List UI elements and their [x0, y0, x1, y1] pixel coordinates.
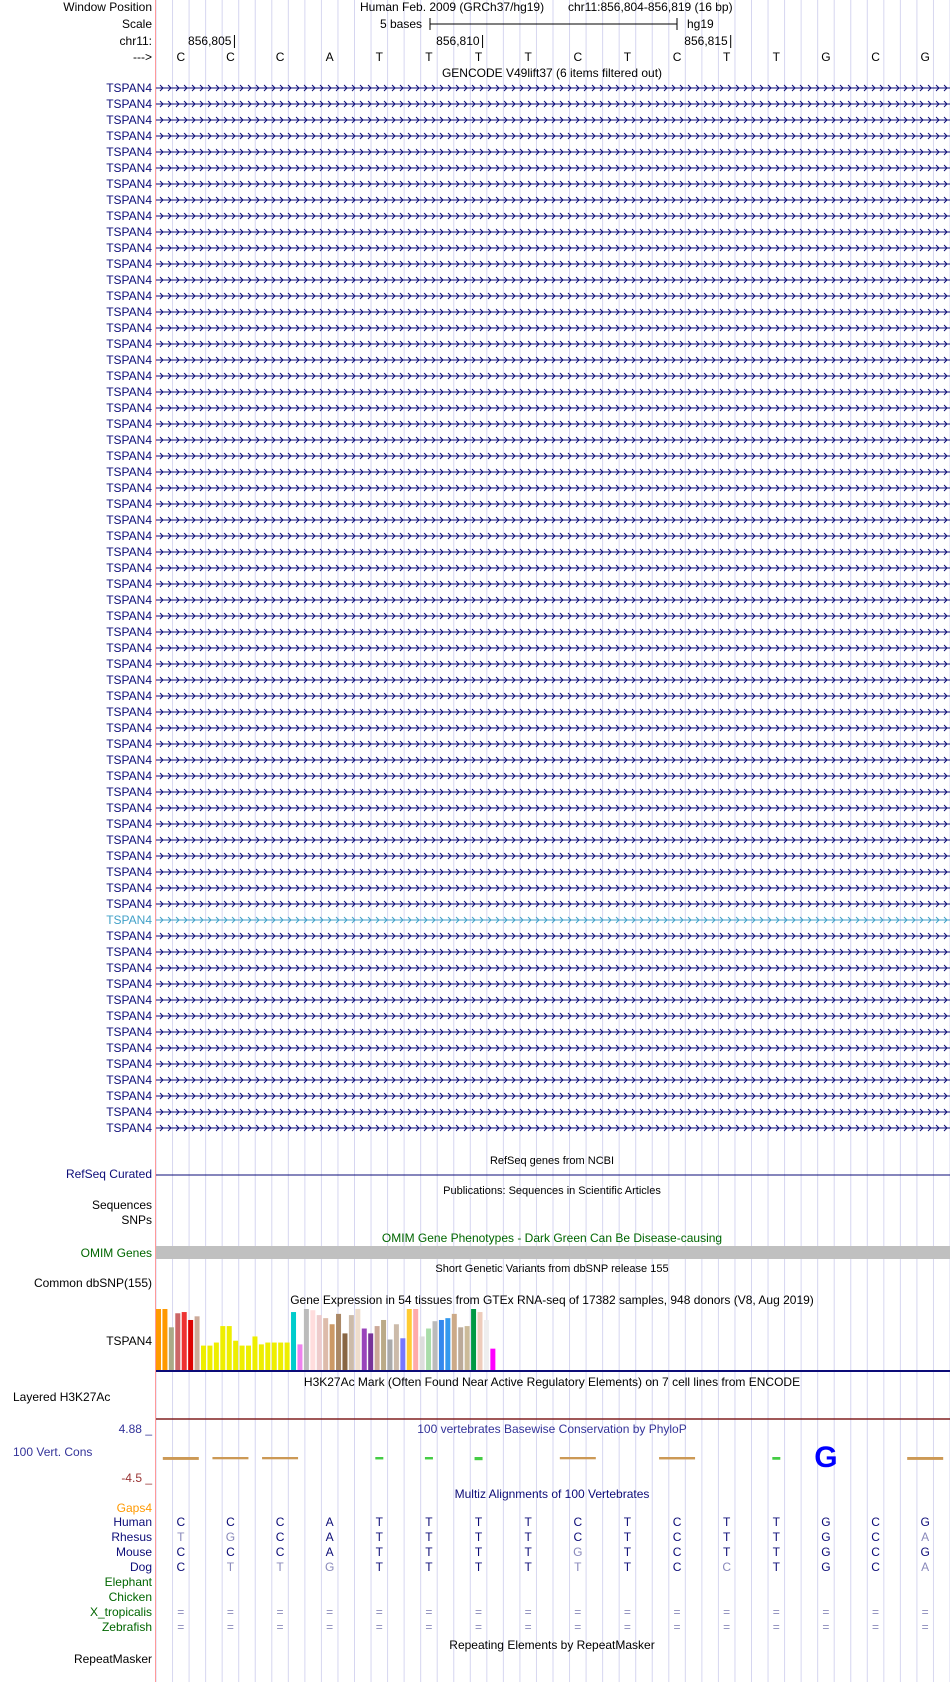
gencode-transcript-label: TSPAN4 [106, 1089, 152, 1103]
base-letter: T [723, 50, 731, 64]
gencode-transcript-label: TSPAN4 [106, 449, 152, 463]
gencode-transcript-label: TSPAN4 [106, 145, 152, 159]
base-letter: T [524, 50, 532, 64]
multiz-aligned-base: = [574, 1605, 582, 1619]
multiz-aligned-base: = [375, 1605, 383, 1619]
gencode-transcript-label: TSPAN4 [106, 193, 152, 207]
multiz-aligned-base: T [772, 1530, 780, 1544]
gtex-tissue-bar [407, 1309, 412, 1370]
multiz-aligned-base: = [872, 1620, 880, 1634]
repeatmasker-track-title: Repeating Elements by RepeatMasker [449, 1638, 655, 1652]
multiz-aligned-base: T [623, 1530, 632, 1544]
h3k27ac-track-title: H3K27Ac Mark (Often Found Near Active Regulatory Elements) on 7 cell lines from ENCODE [303, 1375, 801, 1389]
multiz-aligned-base: G [821, 1515, 831, 1529]
gencode-transcript-label: TSPAN4 [106, 593, 152, 607]
refseq-label[interactable]: RefSeq Curated [65, 1167, 152, 1181]
gtex-tissue-bar [201, 1346, 206, 1370]
phylop-label[interactable]: 100 Vert. Cons [13, 1445, 93, 1459]
multiz-aligned-base: T [226, 1560, 235, 1574]
multiz-aligned-base: C [672, 1545, 682, 1559]
multiz-aligned-base: = [524, 1605, 532, 1619]
gencode-transcript-label: TSPAN4 [106, 737, 152, 751]
multiz-aligned-base: = [177, 1620, 185, 1634]
base-letter: C [176, 50, 186, 64]
gtex-tissue-bar [336, 1314, 341, 1370]
multiz-aligned-base: T [772, 1545, 780, 1559]
gtex-tissue-bar [465, 1326, 470, 1370]
gtex-tissue-bar [156, 1309, 161, 1370]
multiz-species-label: Mouse [115, 1545, 152, 1559]
gtex-tissue-bar [490, 1349, 495, 1370]
gtex-tissue-bar [291, 1312, 296, 1370]
gencode-transcript-label: TSPAN4 [106, 161, 152, 175]
multiz-aligned-base: C [672, 1515, 682, 1529]
gencode-transcript-label: TSPAN4 [106, 209, 152, 223]
gencode-transcript-label: TSPAN4 [106, 1057, 152, 1071]
gencode-transcript-label: TSPAN4 [106, 433, 152, 447]
gencode-transcript-label: TSPAN4 [106, 481, 152, 495]
multiz-species-label: Dog [129, 1560, 152, 1574]
multiz-aligned-base: T [474, 1545, 483, 1559]
omim-label[interactable]: OMIM Genes [80, 1246, 152, 1260]
multiz-aligned-base: T [524, 1515, 532, 1529]
gtex-tissue-bar [195, 1316, 200, 1370]
multiz-aligned-base: C [275, 1530, 285, 1544]
gencode-transcript-label: TSPAN4 [106, 289, 152, 303]
multiz-aligned-base: T [425, 1515, 433, 1529]
multiz-aligned-base: = [326, 1605, 334, 1619]
multiz-aligned-base: T [723, 1515, 731, 1529]
gencode-transcript-label: TSPAN4 [106, 561, 152, 575]
multiz-aligned-base: T [723, 1545, 731, 1559]
multiz-aligned-base: = [723, 1605, 731, 1619]
gencode-transcript-label: TSPAN4 [106, 705, 152, 719]
gtex-tissue-bar [413, 1309, 418, 1370]
gtex-tissue-bar [272, 1343, 277, 1370]
multiz-aligned-base: T [375, 1530, 383, 1544]
coordinate-label: 856,805 [188, 34, 232, 48]
multiz-aligned-base: G [821, 1530, 831, 1544]
gencode-transcript-label: TSPAN4 [106, 897, 152, 911]
gtex-tissue-bar [387, 1340, 392, 1371]
gtex-tissue-bar [317, 1315, 322, 1370]
gencode-transcript-label: TSPAN4 [106, 529, 152, 543]
gencode-transcript-label: TSPAN4 [106, 657, 152, 671]
gencode-transcript-label: TSPAN4 [106, 513, 152, 527]
gencode-transcript-label: TSPAN4 [106, 545, 152, 559]
multiz-aligned-base: T [375, 1560, 383, 1574]
multiz-aligned-base: T [623, 1515, 632, 1529]
phylop-min-label: -4.5 _ [121, 1471, 152, 1485]
multiz-aligned-base: G [225, 1530, 236, 1544]
gtex-tissue-bar [207, 1346, 212, 1370]
multiz-aligned-base: = [921, 1605, 929, 1619]
multiz-aligned-base: C [275, 1545, 285, 1559]
gtex-tissue-bar [310, 1310, 315, 1370]
multiz-aligned-base: T [474, 1560, 483, 1574]
gtex-tissue-bar [246, 1346, 251, 1370]
gtex-tissue-bar [240, 1346, 245, 1370]
gencode-transcript-label: TSPAN4 [106, 1073, 152, 1087]
multiz-aligned-base: = [921, 1620, 929, 1634]
gencode-transcript-label: TSPAN4 [106, 417, 152, 431]
gtex-tissue-bar [394, 1324, 399, 1370]
multiz-aligned-base: T [524, 1530, 532, 1544]
gencode-transcript-label: TSPAN4 [106, 625, 152, 639]
multiz-aligned-base: G [573, 1545, 583, 1559]
multiz-aligned-base: = [772, 1605, 780, 1619]
gtex-tissue-bar [285, 1343, 290, 1370]
gencode-transcript-label: TSPAN4 [106, 113, 152, 127]
gtex-tissue-bar [381, 1320, 386, 1370]
multiz-aligned-base: A [325, 1545, 334, 1559]
multiz-aligned-base: C [871, 1515, 880, 1529]
phylop-score-mark [425, 1457, 433, 1459]
gtex-tissue-bar [175, 1313, 180, 1370]
multiz-aligned-base: A [325, 1530, 334, 1544]
phylop-score-mark [375, 1457, 383, 1459]
gencode-transcript-label: TSPAN4 [106, 689, 152, 703]
multiz-aligned-base: C [871, 1545, 880, 1559]
phylop-score-mark [475, 1457, 483, 1460]
multiz-aligned-base: T [425, 1530, 433, 1544]
multiz-aligned-base: = [425, 1620, 433, 1634]
gtex-tissue-bar [420, 1336, 425, 1370]
repeatmasker-label[interactable]: RepeatMasker [73, 1652, 152, 1666]
multiz-aligned-base: T [474, 1515, 483, 1529]
phylop-score-mark [262, 1457, 298, 1459]
gtex-tissue-bar [252, 1336, 257, 1370]
multiz-aligned-base: = [276, 1620, 284, 1634]
multiz-aligned-base: T [375, 1515, 383, 1529]
gencode-transcript-label: TSPAN4 [106, 1105, 152, 1119]
multiz-aligned-base: A [921, 1560, 930, 1574]
gtex-tissue-bar [439, 1320, 444, 1370]
multiz-aligned-base: T [574, 1560, 582, 1574]
multiz-aligned-base: C [176, 1560, 186, 1574]
multiz-aligned-base: G [325, 1560, 335, 1574]
gtex-tissue-bar [330, 1324, 335, 1370]
gtex-tissue-bar [471, 1309, 476, 1370]
gtex-label[interactable]: TSPAN4 [106, 1334, 152, 1348]
gtex-tissue-bar [304, 1309, 309, 1370]
coordinate-label: 856,815 [684, 34, 728, 48]
gtex-tissue-bar [342, 1333, 347, 1370]
gencode-transcript-label: TSPAN4 [106, 1041, 152, 1055]
multiz-aligned-base: C [573, 1515, 583, 1529]
multiz-aligned-base: = [475, 1605, 483, 1619]
refseq-track-title: RefSeq genes from NCBI [489, 1155, 615, 1167]
multiz-aligned-base: = [623, 1620, 631, 1634]
gencode-transcript-label: TSPAN4 [106, 273, 152, 287]
gencode-transcript-label: TSPAN4 [106, 337, 152, 351]
gencode-transcript-label: TSPAN4 [106, 385, 152, 399]
publications-track-title: Publications: Sequences in Scientific Articles [443, 1185, 661, 1197]
multiz-aligned-base: T [524, 1560, 532, 1574]
multiz-aligned-base: = [822, 1620, 830, 1634]
multiz-aligned-base: = [524, 1620, 532, 1634]
multiz-aligned-base: = [326, 1620, 334, 1634]
gencode-transcript-label: TSPAN4 [106, 177, 152, 191]
base-letter: C [672, 50, 682, 64]
multiz-aligned-base: C [226, 1515, 235, 1529]
gtex-tissue-bar [297, 1344, 302, 1370]
multiz-aligned-base: C [275, 1515, 285, 1529]
gencode-transcript-label: TSPAN4 [106, 225, 152, 239]
multiz-aligned-base: C [871, 1560, 880, 1574]
gtex-tissue-bar [400, 1338, 405, 1370]
gencode-transcript-label: TSPAN4 [106, 577, 152, 591]
gencode-transcript-label: TSPAN4 [106, 401, 152, 415]
base-letter: T [772, 50, 780, 64]
gencode-transcript-label: TSPAN4 [106, 497, 152, 511]
gtex-tissue-bar [458, 1327, 463, 1370]
gtex-tissue-bar [214, 1343, 219, 1370]
gencode-transcript-label: TSPAN4 [106, 609, 152, 623]
gencode-transcript-label: TSPAN4 [106, 305, 152, 319]
multiz-aligned-base: T [723, 1530, 731, 1544]
gencode-transcript-label: TSPAN4 [106, 641, 152, 655]
assembly-title: Human Feb. 2009 (GRCh37/hg19) [360, 0, 545, 14]
multiz-aligned-base: = [772, 1620, 780, 1634]
multiz-aligned-base: C [722, 1560, 732, 1574]
gtex-tissue-bar [182, 1312, 187, 1370]
gtex-tissue-bar [259, 1344, 264, 1370]
gtex-tissue-bar [368, 1333, 373, 1370]
multiz-aligned-base: G [920, 1515, 930, 1529]
multiz-track-title: Multiz Alignments of 100 Vertebrates [454, 1487, 650, 1501]
multiz-aligned-base: = [226, 1620, 234, 1634]
phylop-score-mark [212, 1457, 248, 1459]
gencode-transcript-label: TSPAN4 [106, 241, 152, 255]
phylop-track-title: 100 vertebrates Basewise Conservation by PhyloP [417, 1422, 687, 1436]
multiz-aligned-base: = [177, 1605, 185, 1619]
multiz-aligned-base: = [375, 1620, 383, 1634]
gencode-transcript-label: TSPAN4 [106, 1025, 152, 1039]
multiz-aligned-base: = [623, 1605, 631, 1619]
multiz-species-label: X_tropicalis [89, 1605, 152, 1619]
gencode-track-title: GENCODE V49lift37 (6 items filtered out) [441, 66, 663, 80]
multiz-aligned-base: T [623, 1545, 632, 1559]
gencode-transcript-label: TSPAN4 [106, 913, 152, 927]
multiz-species-label: Human [113, 1515, 152, 1529]
multiz-aligned-base: = [673, 1620, 681, 1634]
gtex-track-title: Gene Expression in 54 tissues from GTEx RNA-seq of 17382 samples, 948 donors (V8, Aug 2019) [290, 1293, 814, 1307]
base-letter: C [226, 50, 235, 64]
base-letter: C [275, 50, 285, 64]
gencode-transcript-label: TSPAN4 [106, 881, 152, 895]
gtex-tissue-bar [162, 1309, 167, 1370]
phylop-score-mark [560, 1457, 596, 1459]
base-letter: T [474, 50, 483, 64]
scale-text: 5 bases [380, 17, 423, 31]
multiz-aligned-base: G [821, 1560, 831, 1574]
multiz-aligned-base: T [524, 1545, 532, 1559]
multiz-aligned-base: T [177, 1530, 185, 1544]
phylop-score-mark [659, 1457, 695, 1459]
base-letter: A [325, 50, 334, 64]
multiz-aligned-base: T [772, 1560, 780, 1574]
gtex-tissue-bar [452, 1314, 457, 1370]
publications-snps-label[interactable]: SNPs [121, 1213, 152, 1227]
multiz-aligned-base: C [672, 1560, 682, 1574]
gencode-transcript-label: TSPAN4 [106, 1121, 152, 1135]
gtex-tissue-bar [375, 1326, 380, 1370]
gtex-tissue-bar [227, 1326, 232, 1370]
gencode-transcript-label: TSPAN4 [106, 929, 152, 943]
multiz-aligned-base: = [723, 1620, 731, 1634]
multiz-aligned-base: = [673, 1605, 681, 1619]
multiz-aligned-base: T [623, 1560, 632, 1574]
base-letter: G [920, 50, 930, 64]
multiz-aligned-base: G [920, 1545, 930, 1559]
multiz-species-label: Rhesus [111, 1530, 152, 1544]
window-position-label: Window Position [63, 0, 152, 14]
multiz-aligned-base: = [872, 1605, 880, 1619]
publications-sequences-label[interactable]: Sequences [91, 1198, 152, 1212]
multiz-aligned-base: = [822, 1605, 830, 1619]
multiz-aligned-base: T [425, 1560, 433, 1574]
multiz-aligned-base: T [772, 1515, 780, 1529]
gtex-tissue-bar [265, 1343, 270, 1370]
gencode-transcript-label: TSPAN4 [106, 945, 152, 959]
gtex-tissue-bar [220, 1326, 225, 1370]
multiz-aligned-base: = [475, 1620, 483, 1634]
multiz-aligned-base: C [871, 1530, 880, 1544]
gencode-transcript-label: TSPAN4 [106, 369, 152, 383]
multiz-aligned-base: G [821, 1545, 831, 1559]
gtex-tissue-bar [169, 1327, 174, 1370]
phylop-max-label: 4.88 _ [118, 1422, 152, 1436]
gencode-transcript-label: TSPAN4 [106, 1009, 152, 1023]
multiz-aligned-base: = [276, 1605, 284, 1619]
gtex-tissue-bar [362, 1329, 367, 1370]
base-letter: T [623, 50, 632, 64]
phylop-score-mark [163, 1457, 199, 1460]
gtex-tissue-bar [484, 1320, 489, 1370]
multiz-aligned-base: C [573, 1530, 583, 1544]
coordinate-label: 856,810 [436, 34, 480, 48]
multiz-aligned-base: = [574, 1620, 582, 1634]
db-text: hg19 [687, 17, 714, 31]
gencode-transcript-label: TSPAN4 [106, 769, 152, 783]
gtex-tissue-bar [349, 1315, 354, 1370]
gencode-transcript-label: TSPAN4 [106, 961, 152, 975]
phylop-score-mark [907, 1457, 943, 1460]
gencode-transcript-label: TSPAN4 [106, 97, 152, 111]
multiz-aligned-base: A [325, 1515, 334, 1529]
gencode-transcript-label: TSPAN4 [106, 753, 152, 767]
multiz-aligned-base: = [226, 1605, 234, 1619]
multiz-aligned-base: C [176, 1515, 186, 1529]
gtex-tissue-bar [188, 1320, 193, 1370]
gencode-transcript-label: TSPAN4 [106, 81, 152, 95]
phylop-conserved-base: G [814, 1441, 838, 1474]
multiz-aligned-base: T [276, 1560, 284, 1574]
strand-label: ---> [133, 50, 152, 64]
phylop-score-mark [772, 1457, 780, 1460]
omim-track-title: OMIM Gene Phenotypes - Dark Green Can Be Disease-causing [381, 1231, 723, 1245]
gencode-transcript-label: TSPAN4 [106, 849, 152, 863]
base-letter: C [871, 50, 880, 64]
multiz-aligned-base: T [425, 1545, 433, 1559]
base-letter: G [821, 50, 831, 64]
multiz-species-label: Elephant [104, 1575, 152, 1589]
gtex-tissue-bar [426, 1329, 431, 1370]
base-letter: C [573, 50, 583, 64]
gtex-tissue-bar [323, 1318, 328, 1370]
gtex-tissue-bar [445, 1318, 450, 1370]
omim-bar [156, 1246, 950, 1259]
dbsnp-label[interactable]: Common dbSNP(155) [33, 1276, 152, 1290]
multiz-species-label: Zebrafish [101, 1620, 152, 1634]
multiz-aligned-base: C [672, 1530, 682, 1544]
gtex-tissue-bar [432, 1321, 437, 1370]
gencode-transcript-label: TSPAN4 [106, 817, 152, 831]
multiz-aligned-base: C [176, 1545, 186, 1559]
multiz-aligned-base: A [921, 1530, 930, 1544]
base-letter: T [375, 50, 383, 64]
gencode-transcript-label: TSPAN4 [106, 801, 152, 815]
h3k27ac-label[interactable]: Layered H3K27Ac [13, 1390, 111, 1404]
gencode-transcript-label: TSPAN4 [106, 721, 152, 735]
gencode-transcript-label: TSPAN4 [106, 353, 152, 367]
multiz-aligned-base: T [375, 1545, 383, 1559]
gencode-transcript-label: TSPAN4 [106, 865, 152, 879]
position-text: chr11:856,804-856,819 (16 bp) [568, 0, 733, 14]
multiz-gaps-label: Gaps4 [116, 1501, 152, 1515]
gencode-transcript-label: TSPAN4 [106, 977, 152, 991]
gencode-transcript-label: TSPAN4 [106, 993, 152, 1007]
gtex-tissue-bar [233, 1341, 238, 1370]
gencode-transcript-label: TSPAN4 [106, 257, 152, 271]
multiz-aligned-base: T [474, 1530, 483, 1544]
gencode-transcript-label: TSPAN4 [106, 785, 152, 799]
scale-label: Scale [121, 17, 152, 31]
dbsnp-track-title: Short Genetic Variants from dbSNP release 155 [435, 1263, 669, 1275]
gencode-transcript-label: TSPAN4 [106, 465, 152, 479]
base-letter: T [425, 50, 433, 64]
gtex-tissue-bar [278, 1343, 283, 1370]
multiz-species-label: Chicken [108, 1590, 152, 1604]
multiz-aligned-base: = [425, 1605, 433, 1619]
gtex-tissue-bar [355, 1309, 360, 1370]
chrom-label: chr11: [119, 34, 152, 48]
multiz-aligned-base: C [226, 1545, 235, 1559]
gtex-tissue-bar [478, 1312, 483, 1370]
gencode-transcript-label: TSPAN4 [106, 321, 152, 335]
gencode-transcript-label: TSPAN4 [106, 673, 152, 687]
gencode-transcript-label: TSPAN4 [106, 833, 152, 847]
gencode-transcript-label: TSPAN4 [106, 129, 152, 143]
